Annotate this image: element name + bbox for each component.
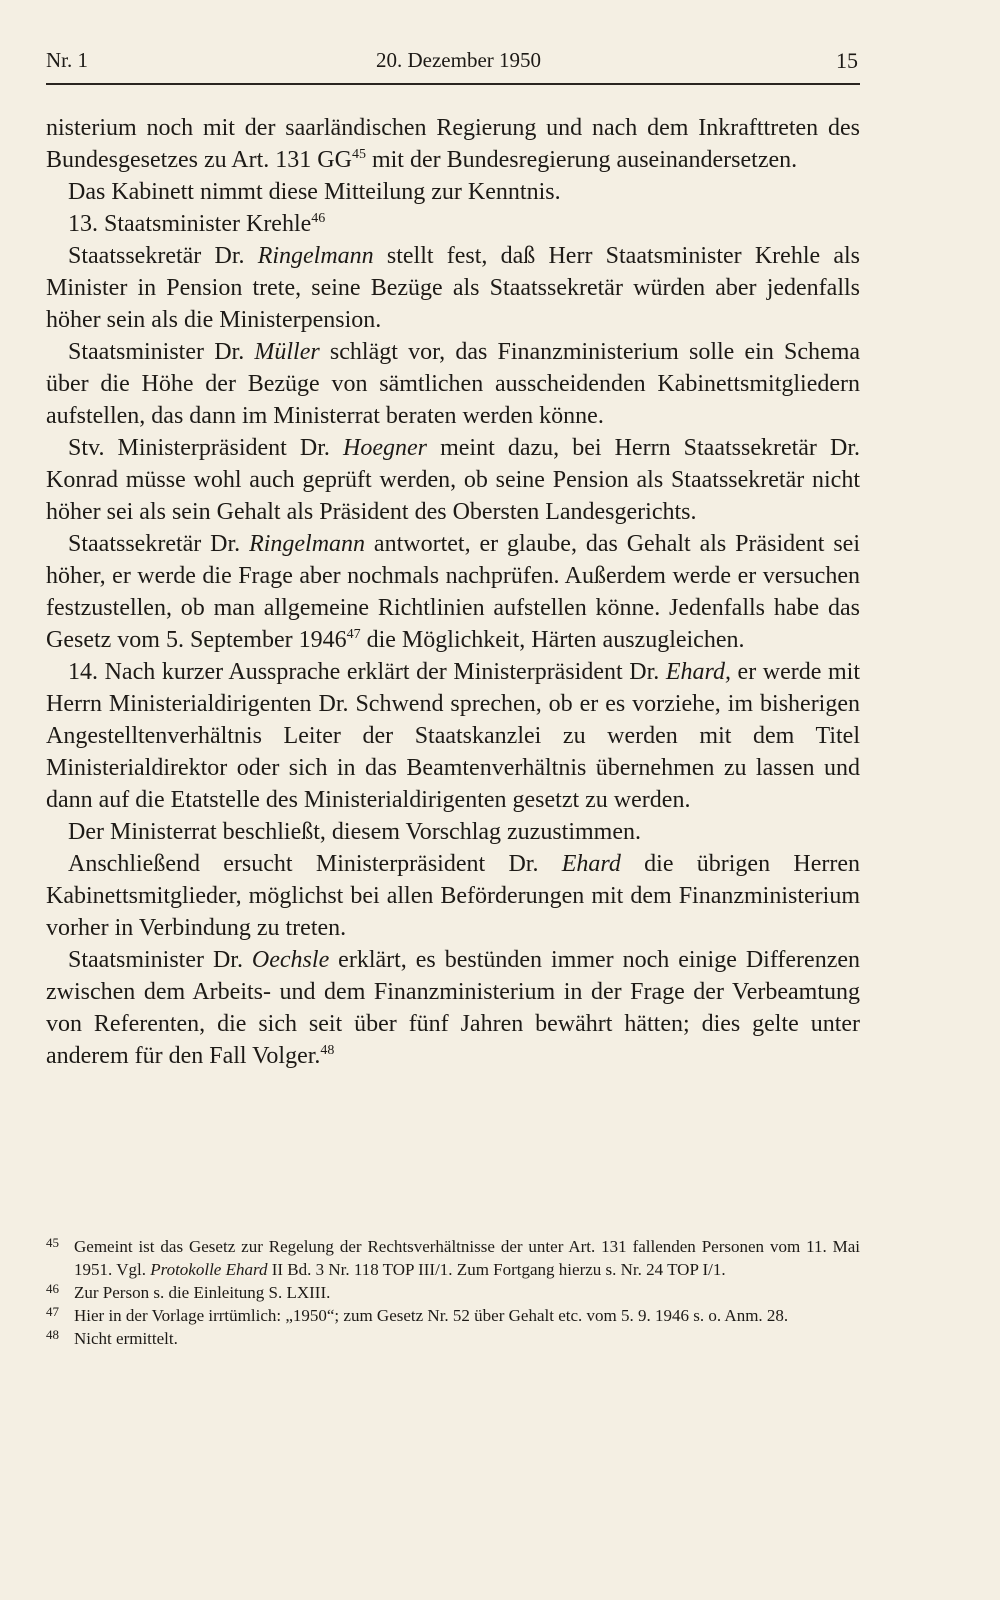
footnote-text-post: II Bd. 3 Nr. 118 TOP III/1. Zum Fortgang hierzu s. Nr. 24 TOP I/1. — [267, 1260, 726, 1279]
speaker-name — [629, 659, 731, 685]
speaker-name — [210, 531, 365, 557]
footnote-number: 47 — [46, 1304, 59, 1319]
speaker-name — [213, 947, 329, 973]
speaker-title: Dr. — [299, 435, 344, 461]
speaker-name — [508, 851, 620, 877]
paragraph — [46, 848, 860, 944]
footnote-ref: 46 — [311, 211, 326, 226]
paragraph-text-pre: 14. Nach kurzer Aussprache erklärt der Ministerpräsident — [68, 659, 630, 685]
speaker-surname: Müller — [254, 339, 320, 365]
header-rule — [46, 83, 860, 85]
paragraph — [46, 208, 860, 240]
paragraph-text: die übrigen Herren Kabinettsmitglieder, möglichst bei allen Beförderungen mit dem Finanzministerium vorher in Verbindung zu treten. — [46, 851, 860, 941]
paragraph-text-pre: Stv. Ministerpräsident — [68, 435, 300, 461]
speaker-name — [300, 435, 427, 461]
paragraph-text: meint dazu, bei Herrn Staatssekretär Dr. Konrad müsse wohl auch geprüft werden, ob seine Pension als Staatssekretär nicht höher sei als sein Gehalt als Präsident des Obersten Landesgerichts. — [46, 435, 861, 525]
footnote-text: Nicht ermittelt. — [74, 1329, 178, 1348]
paragraph — [46, 176, 860, 208]
paragraph — [46, 432, 860, 528]
speaker-name — [214, 243, 373, 269]
speaker-surname: Ringelmann — [249, 531, 366, 557]
footnote-number: 45 — [46, 1235, 59, 1250]
footnote-ref: 47 — [346, 627, 361, 642]
footnote — [46, 1235, 860, 1281]
paragraph-text-pre: Anschließend ersucht Ministerpräsident — [68, 851, 509, 877]
paragraph — [46, 240, 860, 336]
paragraph-text: nisterium noch mit der saarländischen Regierung und nach dem Inkrafttreten des Bundesgesetzes zu Art. 131 GG — [46, 115, 860, 173]
running-header — [46, 48, 858, 84]
footnote-text: Zur Person s. die Einleitung S. LXIII. — [74, 1283, 331, 1302]
paragraph — [46, 656, 860, 816]
footnote — [46, 1304, 860, 1327]
paragraph-text-pre: Staatssekretär — [68, 531, 211, 557]
paragraph — [46, 528, 860, 656]
paragraph-text: er werde mit Herrn Ministerialdirigenten Dr. Schwend sprechen, ob er es vorziehe, im bisherigen Angestelltenverhältnis Leiter der Staatskanzlei zu werden mit dem Titel Ministerialdirektor oder sich in das Beamtenverhältnis übernehmen zu lassen und dann auf die Etatstelle des Ministerialdirigenten gesetzt zu werden. — [46, 659, 860, 813]
footnote-number: 46 — [46, 1281, 59, 1296]
paragraph — [46, 336, 860, 432]
footnotes — [46, 1235, 860, 1350]
header-date: 20. Dezember 1950 — [376, 48, 542, 72]
paragraph-text-pre: Staatssekretär — [68, 243, 215, 269]
speaker-surname: Ringelmann — [257, 243, 374, 269]
paragraph — [46, 944, 860, 1072]
footnote-text: Hier in der Vorlage irrtümlich: „1950“; zum Gesetz Nr. 52 über Gehalt etc. vom 5. 9. 1946 s. o. Anm. 28. — [74, 1306, 789, 1325]
speaker-surname: Oechsle — [251, 947, 330, 973]
paragraph-text: erklärt, es bestünden immer noch einige Differenzen zwischen dem Arbeits- und dem Finanzministerium in der Frage der Verbeamtung von Referenten, die sich seit über fünf Jahren bewährt hätten; dies gelte unter anderem für den Fall Volger. — [46, 947, 860, 1069]
paragraph — [46, 816, 860, 848]
paragraph-text-pre: Staatsminister — [68, 947, 213, 973]
body-text — [46, 112, 860, 1072]
paragraph-text-after: mit der Bundesregierung auseinandersetzen. — [365, 147, 798, 173]
paragraph-text: 13. Staatsminister Krehle — [68, 211, 312, 237]
speaker-surname: Ehard, — [665, 659, 731, 685]
speaker-title: Dr. — [508, 851, 562, 877]
footnote-ref: 45 — [351, 147, 366, 162]
paragraph-text: antwortet, er glaube, das Gehalt als Präsident sei höher, er werde die Frage aber nochmals nachprüfen. Außerdem werde er versuchen festzustellen, ob man allgemeine Richtlinien aufstellen könne. Jedenfalls habe das Gesetz vom 5. September 1946 — [46, 531, 861, 653]
speaker-title: Dr. — [629, 659, 666, 685]
paragraph-text: Das Kabinett nimmt diese Mitteilung zur Kenntnis. — [68, 179, 561, 205]
speaker-name — [214, 339, 320, 365]
footnote-ref: 48 — [320, 1043, 335, 1058]
paragraph-text: schlägt vor, das Finanzministerium solle ein Schema über die Höhe der Bezüge von sämtlichen ausscheidenden Kabinettsmitgliedern aufstellen, das dann im Ministerrat beraten werden könne. — [46, 339, 861, 429]
footnote-number: 48 — [46, 1327, 59, 1342]
paragraph-text-after: die Möglichkeit, Härten auszugleichen. — [360, 627, 745, 653]
speaker-title: Dr. — [214, 243, 258, 269]
footnote-citation: Protokolle Ehard — [150, 1260, 268, 1279]
speaker-surname: Hoegner — [343, 435, 427, 461]
speaker-surname: Ehard — [561, 851, 621, 877]
speaker-title: Dr. — [212, 947, 252, 973]
page-number: 15 — [836, 48, 858, 73]
document-number: Nr. 1 — [46, 48, 88, 72]
speaker-title: Dr. — [214, 339, 255, 365]
paragraph-text: Der Ministerrat beschließt, diesem Vorschlag zuzustimmen. — [68, 819, 641, 845]
paragraph-text: stellt fest, daß Herr Staatsminister Krehle als Minister in Pension trete, seine Bezüge als Staatssekretär würden aber jedenfalls höher sein als die Ministerpension. — [46, 243, 861, 333]
footnote — [46, 1281, 860, 1304]
speaker-title: Dr. — [210, 531, 250, 557]
footnote-text: Gemeint ist das Gesetz zur Regelung der Rechtsverhältnisse der unter Art. 131 fallenden Personen vom 11. Mai 1951. Vgl. — [74, 1237, 860, 1279]
footnote — [46, 1327, 860, 1350]
paragraph-text-pre: Staatsminister — [68, 339, 215, 365]
paragraph — [46, 112, 860, 176]
